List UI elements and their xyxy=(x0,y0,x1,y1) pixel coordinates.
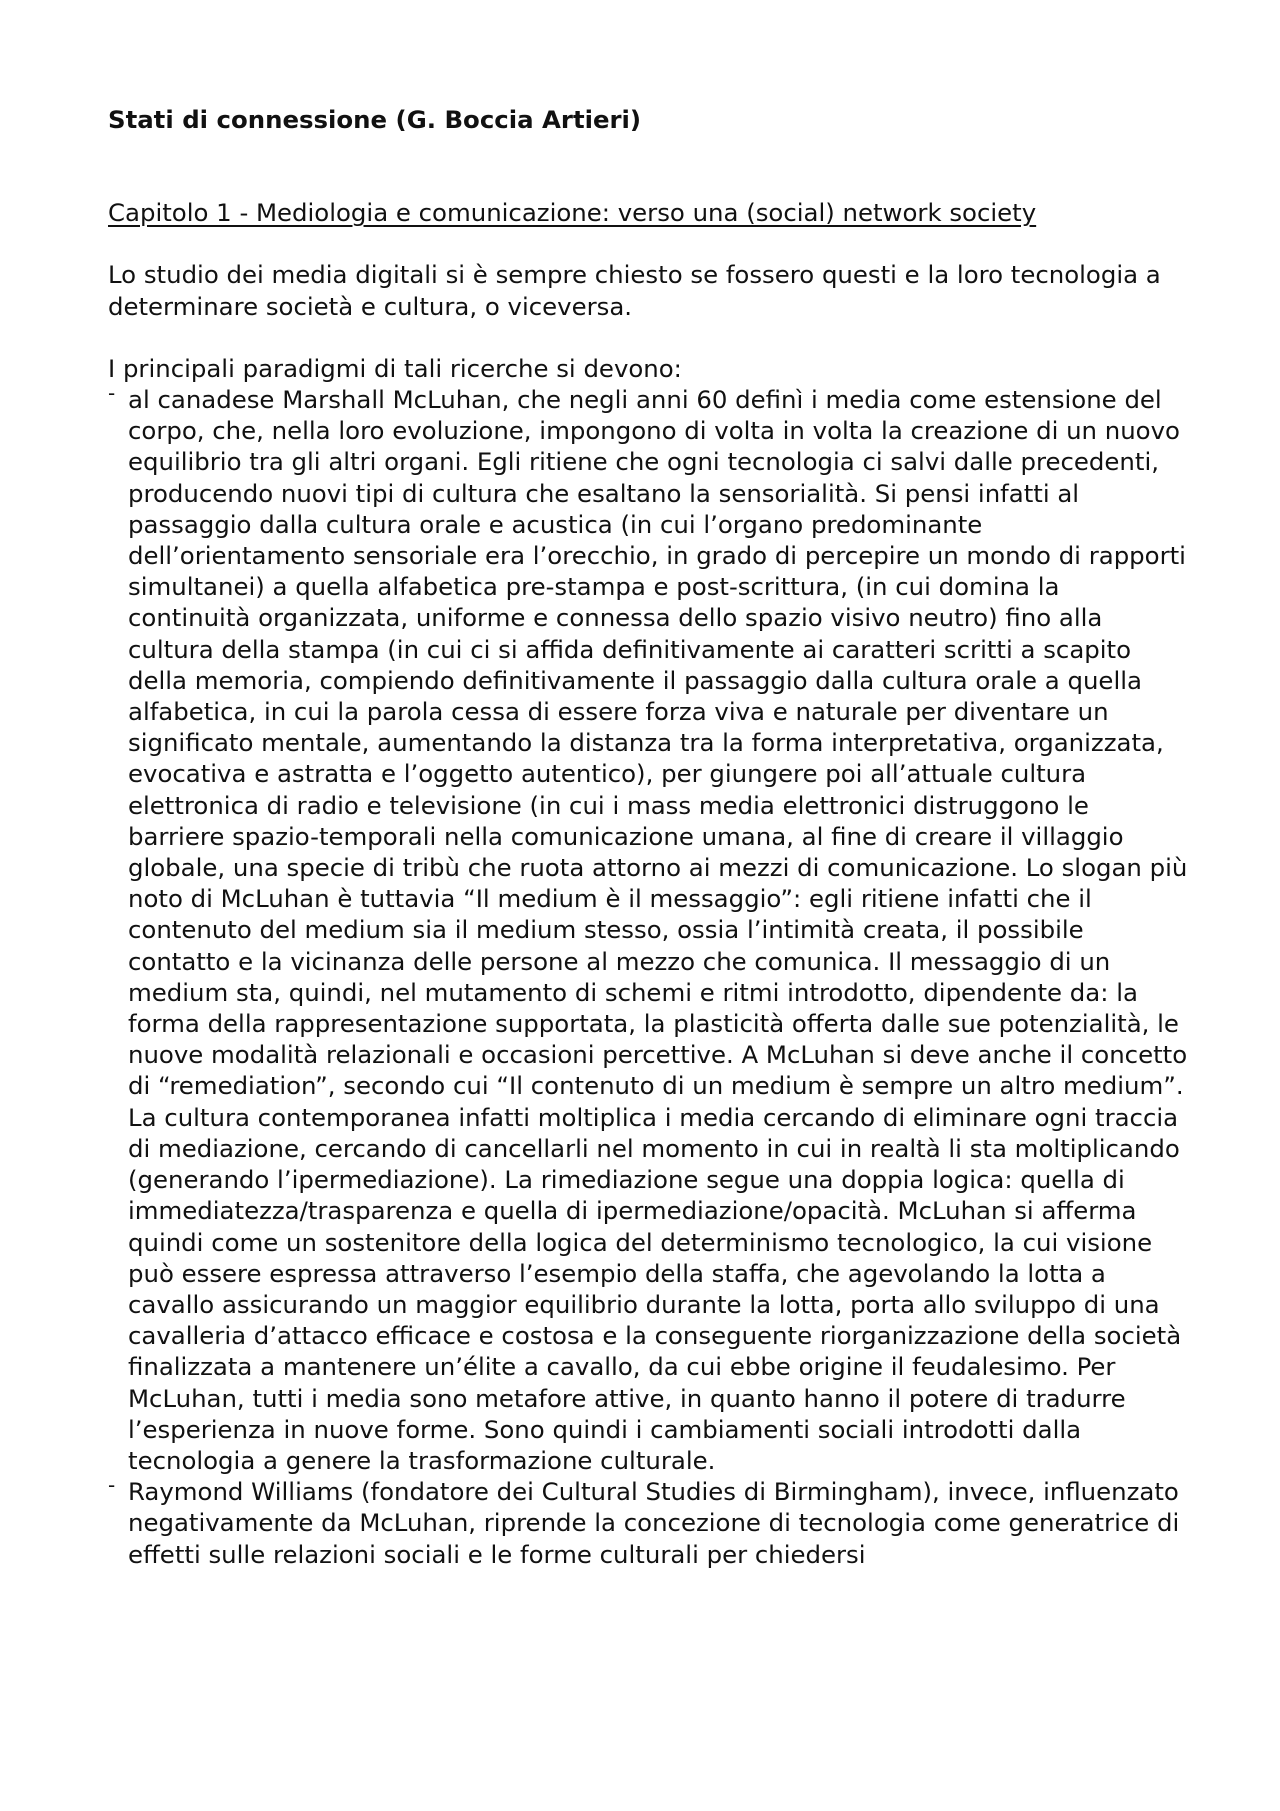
list-intro: I principali paradigmi di tali ricerche si devono: xyxy=(108,353,682,383)
document-title: Stati di connessione (G. Boccia Artieri) xyxy=(108,105,642,134)
bullet-dash: - xyxy=(108,1473,116,1498)
list-item-text: Raymond Williams (fondatore dei Cultural Studies di Birmingham), invece, influenzato negativamente da McLuhan, riprende la concezione di tecnologia come generatrice di effetti sulle relazioni sociali e le forme culturali per chiedersi xyxy=(128,1477,1180,1569)
paradigms-section xyxy=(108,353,1188,1570)
chapter-heading: Capitolo 1 - Mediologia e comunicazione: verso una (social) network society xyxy=(108,198,1037,228)
list-item-text: al canadese Marshall McLuhan, che negli anni 60 definì i media come estensione del corpo, che, nella loro evoluzione, impongono di volta in volta la creazione di un nuovo equilibrio tra gli altri organi. Egli ritiene che ogni tecnologia ci salvi dalle precedenti, producendo nuovi tipi di cultura che esaltano la sensorialità. Si pensi infatti al passaggio dalla cultura orale e acustica (in cui l’organo predominante dell’orientamento sensoriale era l’orecchio, in grado di percepire un mondo di rapporti simultanei) a quella alfabetica pre-stampa e post-scrittura, (in cui domina la continuità organizzata, uniforme e connessa dello spazio visivo neutro) fino alla cultura della stampa (in cui ci si affida definitivamente ai caratteri scritti a scapito della memoria, compiendo definitivamente il passaggio dalla cultura orale a quella alfabetica, in cui la parola cessa di essere forza viva e naturale per diventare un significato mentale, aumentando la distanza tra la forma interpretativa, organizzata, evocativa e astratta e l’oggetto autentico), per giungere poi all’attuale cultura elettronica di radio e televisione (in cui i mass media elettronici distruggono le barriere spazio-temporali nella comunicazione umana, al fine di creare il villaggio globale, una specie di tribù che ruota attorno ai mezzi di comunicazione. Lo slogan più noto di McLuhan è tuttavia “Il medium è il messaggio”: egli ritiene infatti che il contenuto del medium sia il medium stesso, ossia l’intimità creata, il possibile contatto e la vicinanza delle persone al mezzo che comunica. Il messaggio di un medium sta, quindi, nel mutamento di schemi e ritmi introdotto, dipendente da: la forma della rappresentazione supportata, la plasticità offerta dalle sue potenzialità, le nuove modalità relazionali e occasioni percettive. A McLuhan si deve anche il concetto di “remediation”, secondo cui “Il contenuto di un medium è sempre un altro medium”. La cultura contemporanea infatti moltiplica i media cercando di eliminare ogni traccia di mediazione, cercando di cancellarli nel momento in cui in realtà li sta moltiplicando (generando l’ipermediazione). La rimediazione segue una doppia logica: quella di immediatezza/trasparenza e quella di ipermediazione/opacità. McLuhan si afferma quindi come un sostenitore della logica del determinismo tecnologico, la cui visione può essere espressa attraverso l’esempio della staffa, che agevolando la lotta a cavallo assicurando un maggior equilibrio durante la lotta, porta allo sviluppo di una cavalleria d’attacco efficace e costosa e la conseguente riorganizzazione della società finalizzata a mantenere un’élite a cavallo, da cui ebbe origine il feudalesimo. Per McLuhan, tutti i media sono metafore attive, in quanto hanno il potere di tradurre l’esperienza in nuove forme. Sono quindi i cambiamenti sociali introdotti dalla tecnologia a genere la trasformazione culturale. xyxy=(128,385,1188,1475)
document-page xyxy=(108,104,1188,1570)
list-item xyxy=(108,381,1188,1476)
list-item xyxy=(108,1473,1188,1570)
paradigms-list xyxy=(108,381,1188,1570)
bullet-dash: - xyxy=(108,381,116,406)
intro-paragraph: Lo studio dei media digitali si è sempre chiesto se fossero questi e la loro tecnologia a determinare società e cultura, o viceversa. xyxy=(108,260,1161,321)
